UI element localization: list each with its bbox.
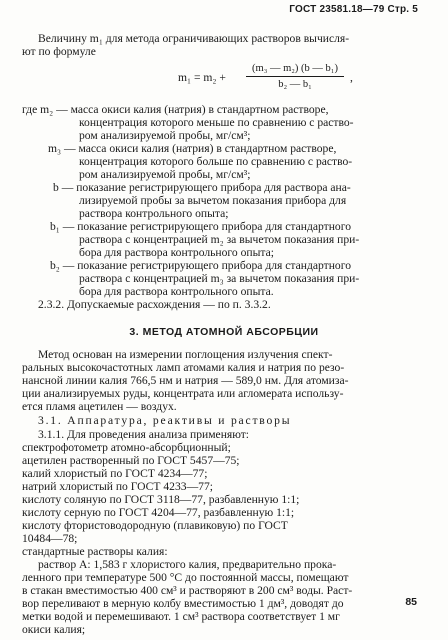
formula-denominator: b₂ — b₁ bbox=[278, 79, 312, 90]
list-item: калий хлористый по ГОСТ 4234—77; bbox=[22, 467, 208, 480]
list-item: кислоту фтористоводородную (плавиковую) по ГОСТ bbox=[22, 519, 288, 532]
text-line: окиси калия; bbox=[22, 623, 86, 636]
text-line: 3.1.1. Для проведения анализа применяют: bbox=[38, 428, 250, 441]
formula-lhs: m₁ = m₂ + bbox=[178, 71, 226, 84]
text-line: ется пламя ацетилен — воздух. bbox=[22, 400, 177, 413]
list-item: 10484—78; bbox=[22, 532, 78, 545]
definition-line: бора для раствора контрольного опыта. bbox=[79, 285, 274, 298]
text-line: в стакан вместимостью 400 см³ и растворяют в 200 см³ воды. Раст- bbox=[22, 584, 353, 597]
page-number: 85 bbox=[405, 596, 417, 608]
text-line: ленного при температуре 500 °С до постоянной массы, помещают bbox=[22, 571, 349, 584]
text-line: Величину m₁ для метода ограничивающих растворов вычисля- bbox=[38, 32, 350, 45]
formula-fraction bbox=[246, 62, 344, 91]
fraction-bar bbox=[246, 76, 344, 77]
definition-line: концентрация которого меньше по сравнению с раство- bbox=[79, 116, 354, 129]
formula-numerator: (m₃ — m₂) (b — b₁) bbox=[252, 63, 338, 74]
definition-line: где m₂ — масса окиси калия (натрия) в стандартном растворе, bbox=[22, 103, 329, 116]
definition-line: раствора с концентрацией m₃ за вычетом показания при- bbox=[79, 272, 360, 285]
list-item: натрий хлористый по ГОСТ 4233—77; bbox=[22, 480, 213, 493]
definition-line: бора для раствора контрольного опыта; bbox=[79, 246, 274, 259]
text-line: нансной линии калия 766,5 нм и натрия — 589,0 нм. Для атомиза- bbox=[22, 374, 349, 387]
text-line: раствор А: 1,583 г хлористого калия, предварительно прока- bbox=[38, 558, 337, 571]
clause-line: 2.3.2. Допускаемые расхождения — по п. 3.3.2. bbox=[38, 298, 271, 311]
definition-line: m₃ — масса окиси калия (натрия) в стандартном растворе, bbox=[48, 142, 337, 155]
list-item: кислоту серную по ГОСТ 4204—77, разбавленную 1:1; bbox=[22, 506, 295, 519]
text-line: Метод основан на измерении поглощения излучения спект- bbox=[38, 348, 333, 361]
definition-line: концентрация которого больше по сравнению с раство- bbox=[79, 155, 353, 168]
definition-line: лизируемой пробы за вычетом показания прибора для bbox=[79, 194, 347, 207]
definition-line: b₁ — показание регистрирующего прибора для стандартного bbox=[50, 220, 351, 233]
formula-tail: , bbox=[350, 71, 353, 84]
text-line: ют по формуле bbox=[22, 45, 96, 58]
list-item: стандартные растворы калия: bbox=[22, 545, 168, 558]
formula bbox=[178, 62, 378, 98]
text-line: вор переливают в мерную колбу вместимостью 1 дм³, доводят до bbox=[22, 597, 344, 610]
definition-line: ром анализируемой пробы, мг/см³; bbox=[79, 168, 251, 181]
definition-line: b — показание регистрирующего прибора для раствора ана- bbox=[53, 181, 351, 194]
subsection-title: 3.1. Аппаратура, реактивы и растворы bbox=[38, 414, 292, 427]
list-item: ацетилен растворенный по ГОСТ 5457—75; bbox=[22, 454, 240, 467]
text-line: метки водой и перемешивают. 1 см³ раствора соответствует 1 мг bbox=[22, 610, 340, 623]
definition-line: ром анализируемой пробы, мг/см³; bbox=[79, 129, 251, 142]
definition-line: раствора с концентрацией m₂ за вычетом показания при- bbox=[79, 233, 360, 246]
definition-line: раствора контрольного опыта; bbox=[79, 207, 229, 220]
section-title: 3. МЕТОД АТОМНОЙ АБСОРБЦИИ bbox=[129, 326, 319, 338]
page-header: ГОСТ 23581.18—79 Стр. 5 bbox=[289, 4, 418, 15]
text-line: ральных высокочастотных ламп атомами калия и натрия по резо- bbox=[22, 361, 345, 374]
definition-line: b₂ — показание регистрирующего прибора для стандартного bbox=[50, 259, 351, 272]
text-line: ции анализируемых руды, концентрата или агломерата использу- bbox=[22, 387, 344, 400]
list-item: спектрофотометр атомно-абсорбционный; bbox=[22, 441, 231, 454]
list-item: кислоту соляную по ГОСТ 3118—77, разбавленную 1:1; bbox=[22, 493, 300, 506]
